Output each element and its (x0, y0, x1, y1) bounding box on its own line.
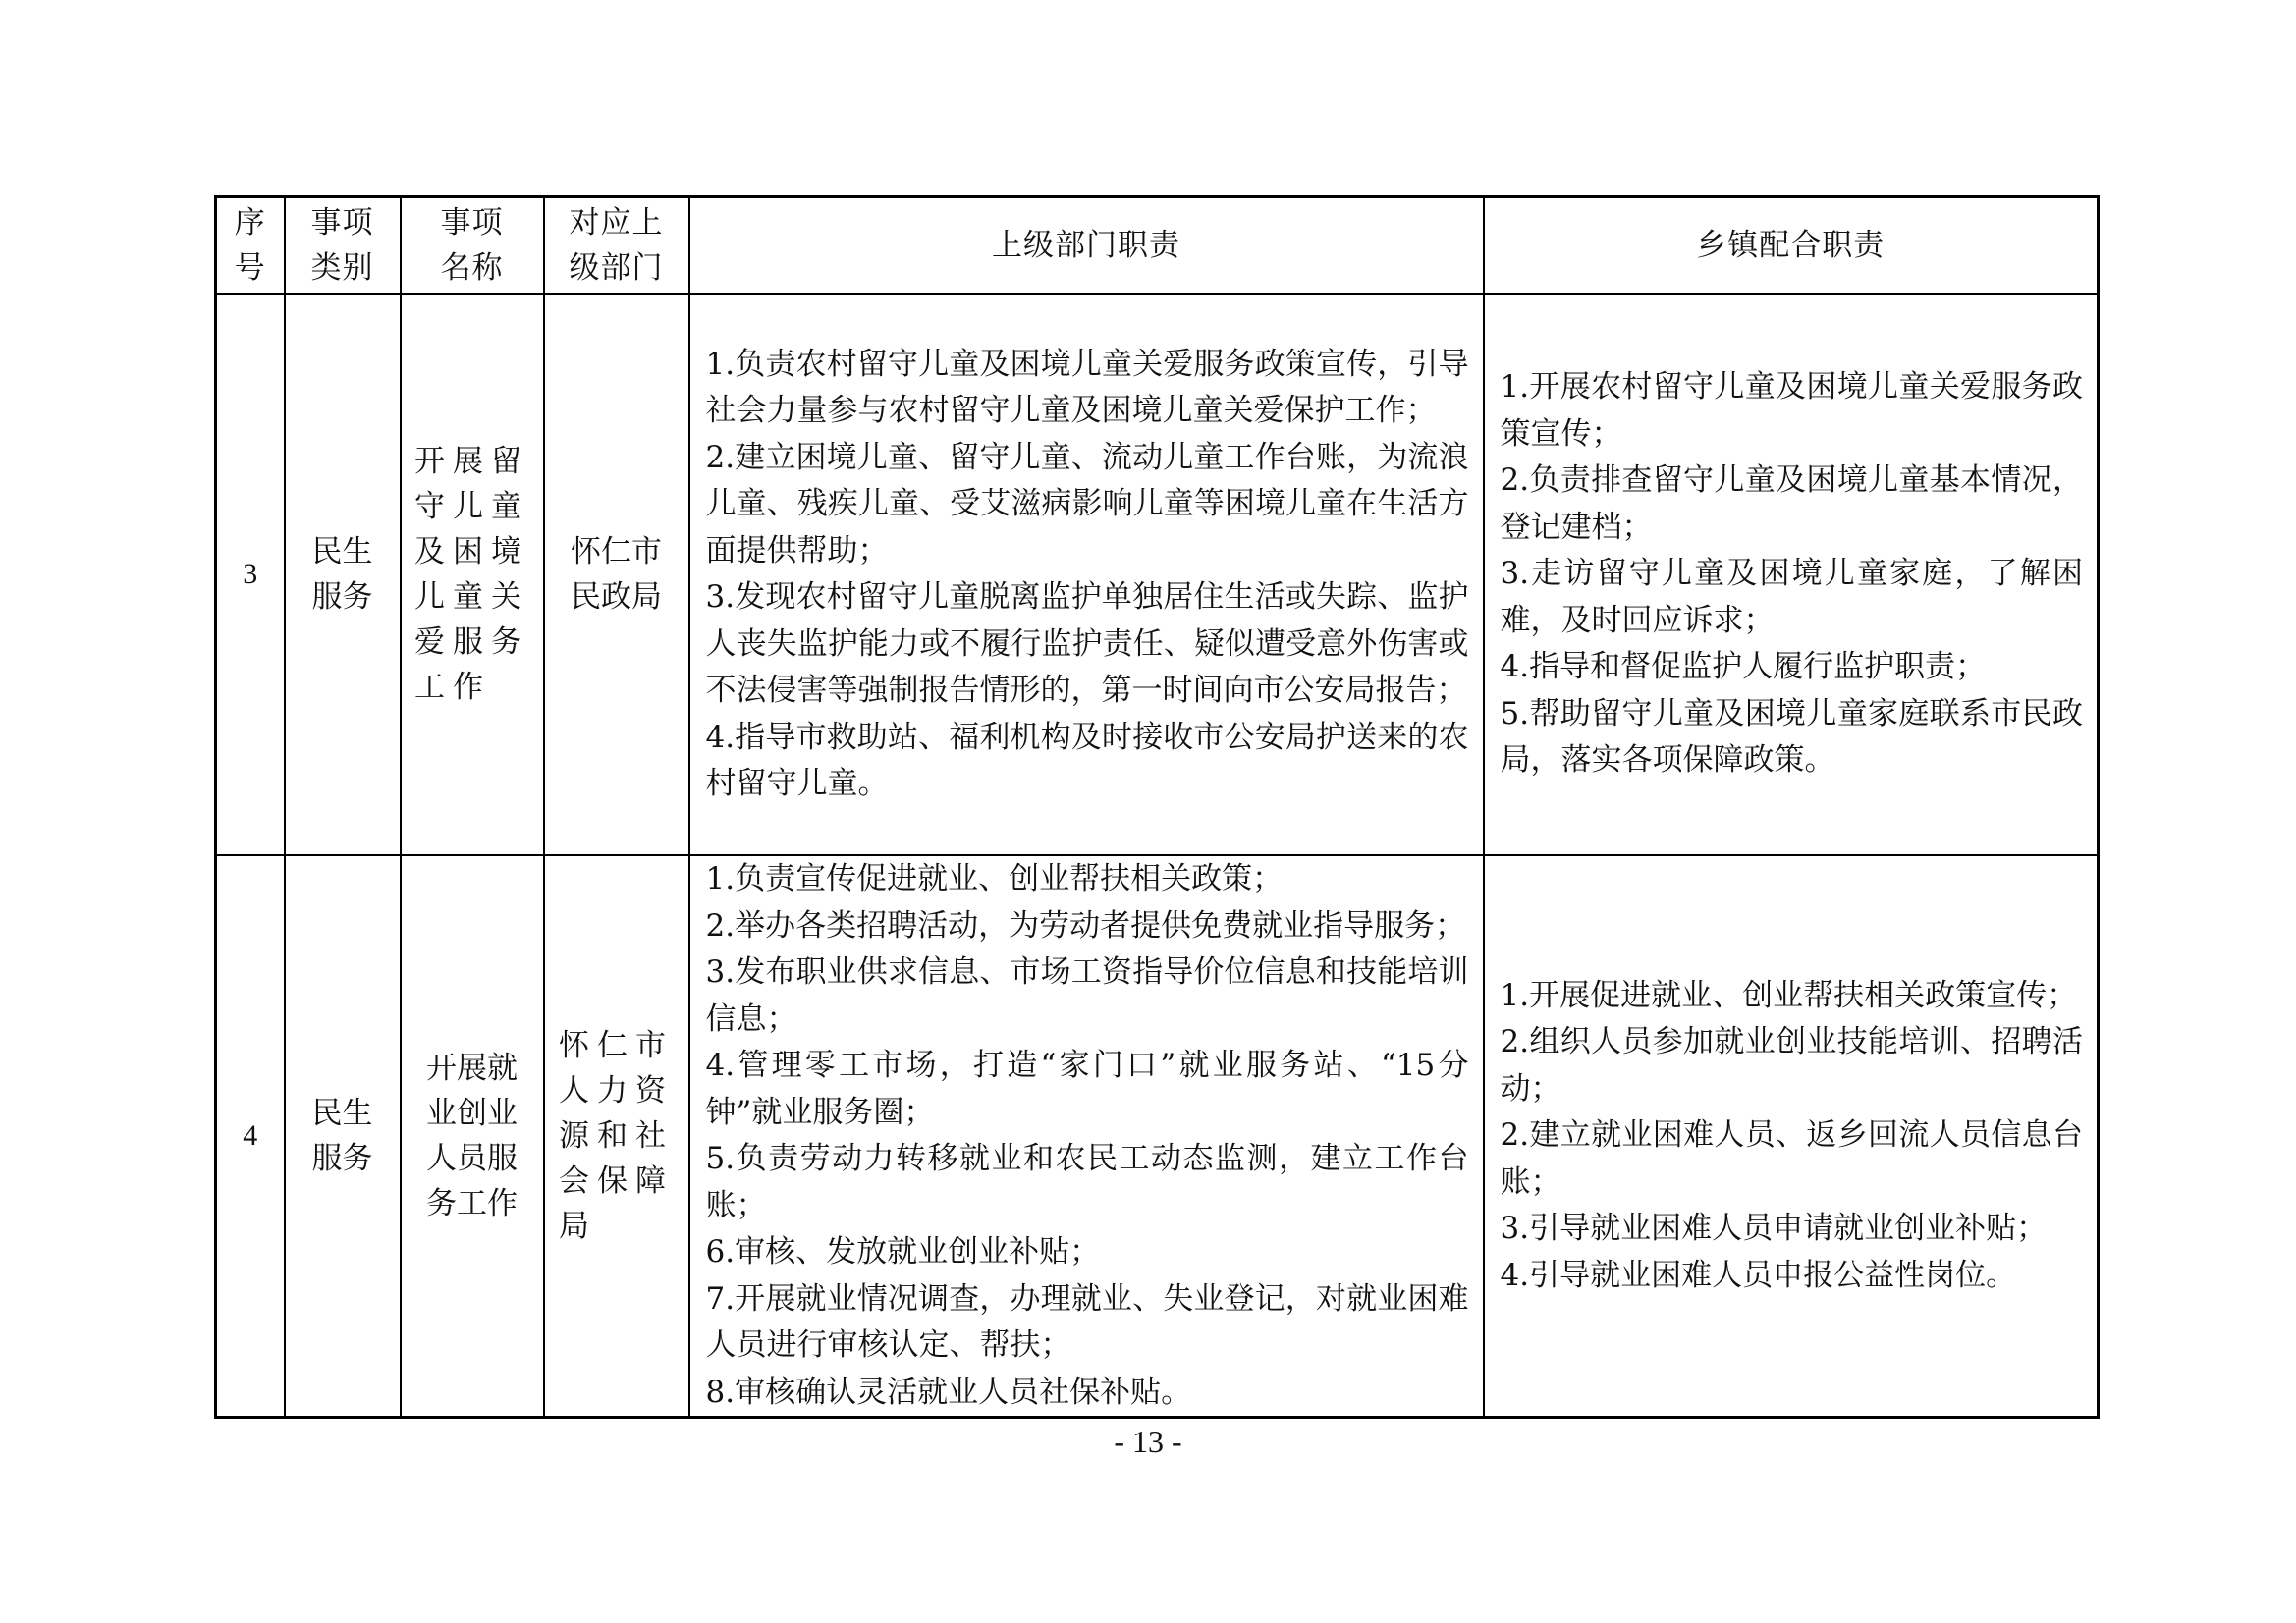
header-category: 事项 类别 (285, 197, 401, 295)
duty-item: 3.引导就业困难人员申请就业创业补贴； (1500, 1211, 2048, 1247)
table-row (216, 855, 2099, 1418)
duty-item: 2.举办各类招聘活动，为劳动者提供免费就业指导服务； (705, 907, 1466, 944)
duty-item: 3.走访留守儿童及困境儿童家庭，了解困难，及时回应诉求； (1500, 556, 2083, 638)
duty-item: 7.开展就业情况调查，办理就业、失业登记，对就业困难人员进行审核认定、帮扶； (705, 1280, 1469, 1363)
row-category: 民生 服务 (285, 294, 401, 855)
header-upper-duty: 上级部门职责 (689, 197, 1484, 295)
duty-item: 5.帮助留守儿童及困境儿童家庭联系市民政局，落实各项保障政策。 (1500, 695, 2083, 779)
row-item-name: 开展留 守儿童 及困境 儿童关 爱服务 工作 (401, 294, 544, 855)
row-upper-duty (689, 294, 1484, 855)
header-town-duty: 乡镇配合职责 (1484, 197, 2099, 295)
duty-item: 1.负责宣传促进就业、创业帮扶相关政策； (705, 861, 1284, 896)
header-dept: 对应上 级部门 (544, 197, 689, 295)
header-name: 事项 名称 (401, 197, 544, 295)
row-upper-duty (689, 855, 1484, 1418)
duty-item: 8.审核确认灵活就业人员社保补贴。 (705, 1374, 1192, 1410)
row-town-duty (1484, 855, 2099, 1418)
header-seq: 序 号 (216, 197, 285, 295)
duty-item: 6.审核、发放就业创业补贴； (705, 1234, 1101, 1270)
duty-item: 4.管理零工市场，打造“家门口”就业服务站、“15分钟”就业服务圈； (705, 1048, 1469, 1130)
duty-item: 2.负责排查留守儿童及困境儿童基本情况，登记建档； (1500, 462, 2083, 545)
duty-item: 3.发布职业供求信息、市场工资指导价位信息和技能培训信息； (705, 954, 1469, 1037)
duty-item: 1.开展促进就业、创业帮扶相关政策宣传； (1500, 977, 2078, 1013)
duty-item: 2.组织人员参加就业创业技能培训、招聘活动； (1500, 1024, 2083, 1107)
page-number: - 13 - (1114, 1424, 1182, 1459)
row-seq: 3 (216, 294, 285, 855)
duty-item: 3.发现农村留守儿童脱离监护单独居住生活或失踪、监护人丧失监护能力或不履行监护责任、疑似遭受意外伤害或不法侵害等强制报告情形的，第一时间向市公安局报告； (705, 579, 1469, 708)
row-item-name: 开展就 业创业 人员服 务工作 (401, 855, 544, 1418)
table-row (216, 294, 2099, 855)
duty-item: 4.指导市救助站、福利机构及时接收市公安局护送来的农村留守儿童。 (705, 719, 1469, 801)
row-dept: 怀仁市 人力资 源和社 会保障 局 (544, 855, 689, 1418)
duty-item: 1.开展农村留守儿童及困境儿童关爱服务政策宣传； (1500, 369, 2083, 452)
duty-table (214, 195, 2100, 1419)
duty-item: 4.指导和督促监护人履行监护职责； (1500, 649, 1987, 685)
duty-item: 5.负责劳动力转移就业和农民工动态监测，建立工作台账； (705, 1141, 1469, 1223)
duty-item: 4.引导就业困难人员申报公益性岗位。 (1500, 1257, 2017, 1293)
row-seq: 4 (216, 855, 285, 1418)
duty-item: 1.负责农村留守儿童及困境儿童关爱服务政策宣传，引导社会力量参与农村留守儿童及困境儿童关爱保护工作； (705, 346, 1469, 428)
row-dept: 怀仁市 民政局 (544, 294, 689, 855)
header-row (216, 197, 2099, 295)
row-category: 民生 服务 (285, 855, 401, 1418)
duty-item: 2.建立困境儿童、留守儿童、流动儿童工作台账，为流浪儿童、残疾儿童、受艾滋病影响儿童等困境儿童在生活方面提供帮助； (705, 439, 1469, 568)
row-town-duty (1484, 294, 2099, 855)
duty-item: 2.建立就业困难人员、返乡回流人员信息台账； (1500, 1117, 2083, 1200)
